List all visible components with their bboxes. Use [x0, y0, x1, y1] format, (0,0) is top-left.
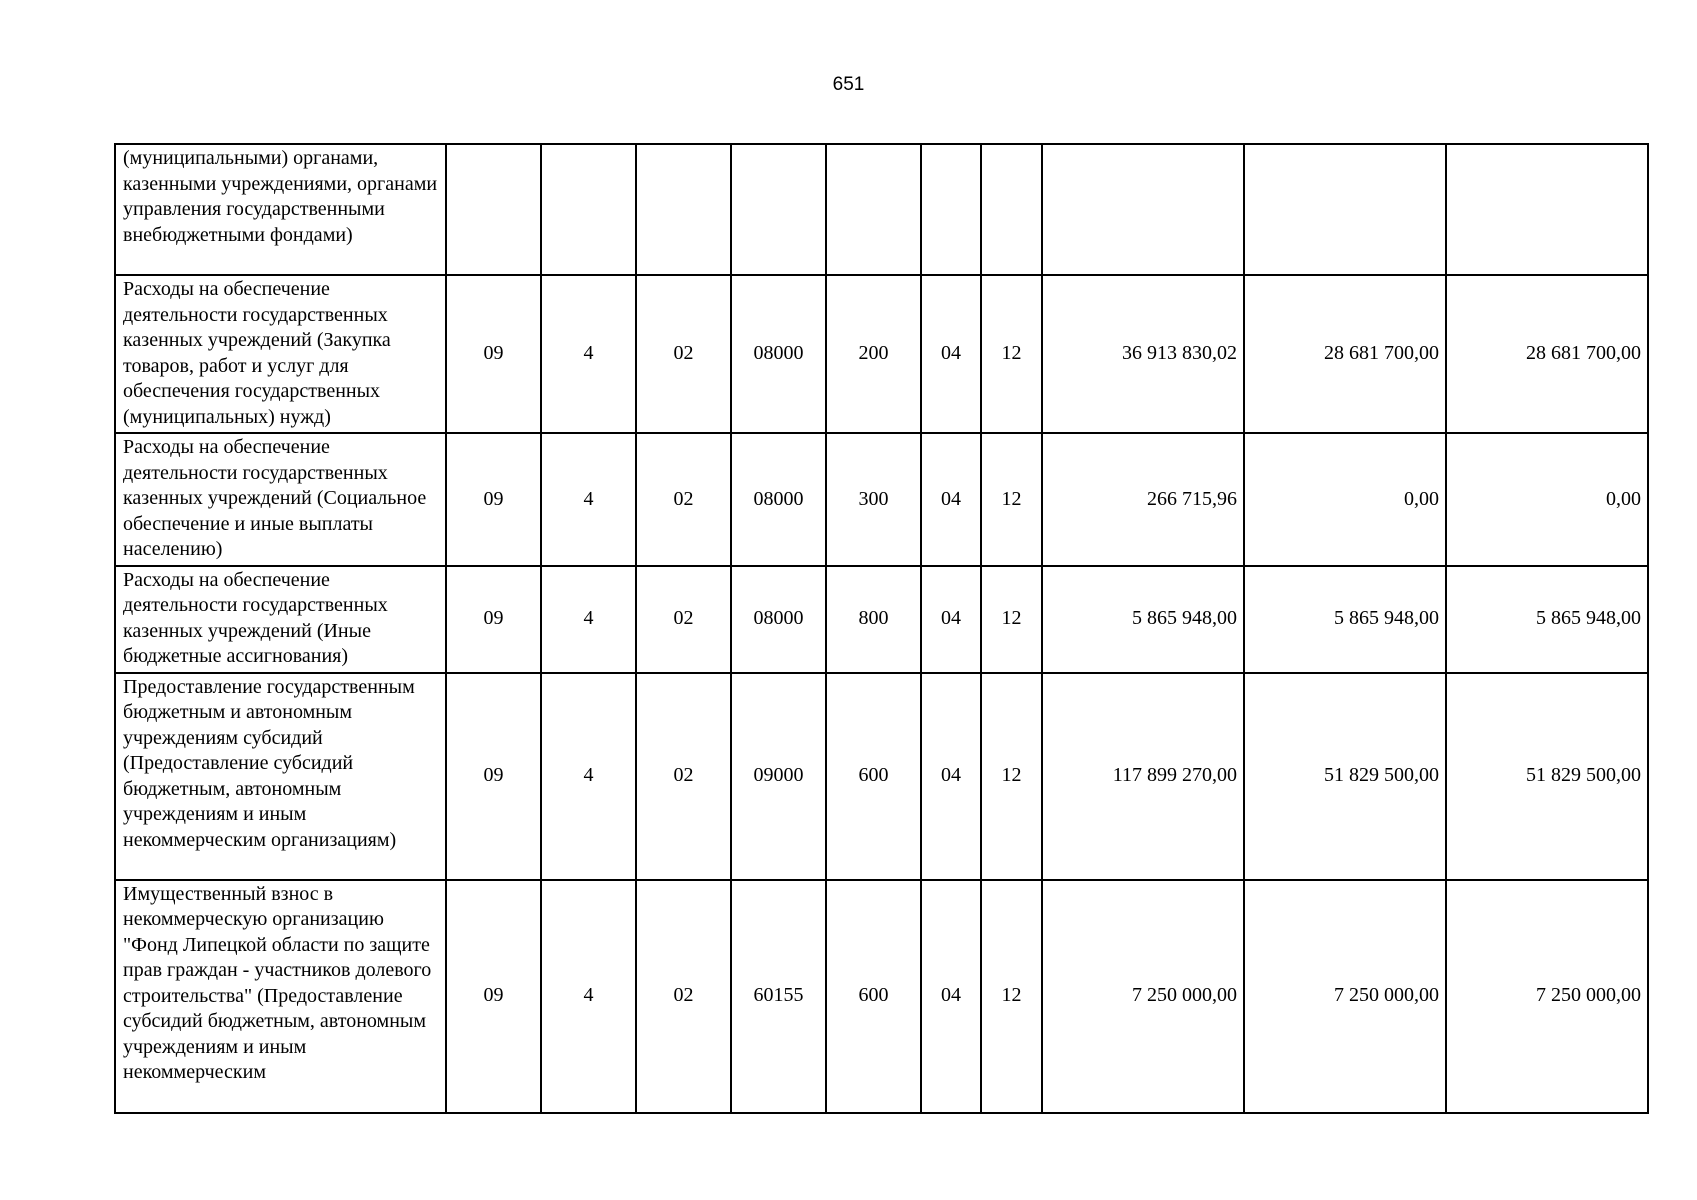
code-cell: 4: [541, 275, 636, 433]
amount-cell: [1042, 144, 1244, 275]
amount-cell: 5 865 948,00: [1244, 566, 1446, 673]
code-cell: 08000: [731, 433, 826, 566]
code-cell: 04: [921, 673, 981, 880]
code-cell: 09000: [731, 673, 826, 880]
amount-cell: 0,00: [1446, 433, 1648, 566]
code-cell: 08000: [731, 566, 826, 673]
code-cell: 04: [921, 433, 981, 566]
code-cell: 02: [636, 275, 731, 433]
row-description: Расходы на обеспечение деятельности государственных казенных учреждений (Иные бюджетные ассигнования): [115, 566, 446, 673]
row-description: Имущественный взнос в некоммерческую организацию "Фонд Липецкой области по защите прав граждан - участников долевого строительства" (Предоставление субсидий бюджетным, автономным учреждениям и иным некоммерческим: [115, 880, 446, 1113]
table-row: [115, 880, 1648, 1113]
code-cell: 4: [541, 673, 636, 880]
code-cell: 09: [446, 275, 541, 433]
code-cell: 08000: [731, 275, 826, 433]
amount-cell: 36 913 830,02: [1042, 275, 1244, 433]
code-cell: 02: [636, 433, 731, 566]
code-cell: 04: [921, 880, 981, 1113]
code-cell: 02: [636, 880, 731, 1113]
row-description: Предоставление государственным бюджетным и автономным учреждениям субсидий (Предоставление субсидий бюджетным, автономным учреждениям и иным некоммерческим организациям): [115, 673, 446, 880]
amount-cell: [1446, 144, 1648, 275]
code-cell: 600: [826, 880, 921, 1113]
table-row: [115, 566, 1648, 673]
amount-cell: 5 865 948,00: [1042, 566, 1244, 673]
code-cell: 12: [981, 433, 1042, 566]
code-cell: [541, 144, 636, 275]
code-cell: 4: [541, 566, 636, 673]
code-cell: 12: [981, 275, 1042, 433]
amount-cell: 28 681 700,00: [1446, 275, 1648, 433]
code-cell: [921, 144, 981, 275]
code-cell: 300: [826, 433, 921, 566]
code-cell: 12: [981, 880, 1042, 1113]
code-cell: 02: [636, 673, 731, 880]
code-cell: 12: [981, 566, 1042, 673]
code-cell: 04: [921, 566, 981, 673]
code-cell: 09: [446, 566, 541, 673]
code-cell: [826, 144, 921, 275]
code-cell: 200: [826, 275, 921, 433]
page-number: 651: [832, 74, 865, 95]
code-cell: 4: [541, 880, 636, 1113]
amount-cell: 5 865 948,00: [1446, 566, 1648, 673]
amount-cell: 7 250 000,00: [1446, 880, 1648, 1113]
row-description: Расходы на обеспечение деятельности государственных казенных учреждений (Закупка товаров, работ и услуг для обеспечения государственных (муниципальных) нужд): [115, 275, 446, 433]
amount-cell: 28 681 700,00: [1244, 275, 1446, 433]
code-cell: 800: [826, 566, 921, 673]
code-cell: [446, 144, 541, 275]
code-cell: [636, 144, 731, 275]
amount-cell: 7 250 000,00: [1244, 880, 1446, 1113]
amount-cell: 0,00: [1244, 433, 1446, 566]
code-cell: 09: [446, 673, 541, 880]
table-row: [115, 673, 1648, 880]
row-description: Расходы на обеспечение деятельности государственных казенных учреждений (Социальное обеспечение и иные выплаты населению): [115, 433, 446, 566]
amount-cell: [1244, 144, 1446, 275]
amount-cell: 51 829 500,00: [1446, 673, 1648, 880]
table-row: [115, 275, 1648, 433]
budget-table: [114, 143, 1649, 1114]
amount-cell: 117 899 270,00: [1042, 673, 1244, 880]
table-row: [115, 433, 1648, 566]
code-cell: 02: [636, 566, 731, 673]
code-cell: 04: [921, 275, 981, 433]
code-cell: 600: [826, 673, 921, 880]
code-cell: 09: [446, 880, 541, 1113]
amount-cell: 51 829 500,00: [1244, 673, 1446, 880]
table-row: [115, 144, 1648, 275]
code-cell: [981, 144, 1042, 275]
code-cell: [731, 144, 826, 275]
row-description: (муниципальными) органами, казенными учреждениями, органами управления государственными внебюджетными фондами): [115, 144, 446, 275]
amount-cell: 7 250 000,00: [1042, 880, 1244, 1113]
code-cell: 60155: [731, 880, 826, 1113]
code-cell: 4: [541, 433, 636, 566]
amount-cell: 266 715,96: [1042, 433, 1244, 566]
code-cell: 09: [446, 433, 541, 566]
code-cell: 12: [981, 673, 1042, 880]
